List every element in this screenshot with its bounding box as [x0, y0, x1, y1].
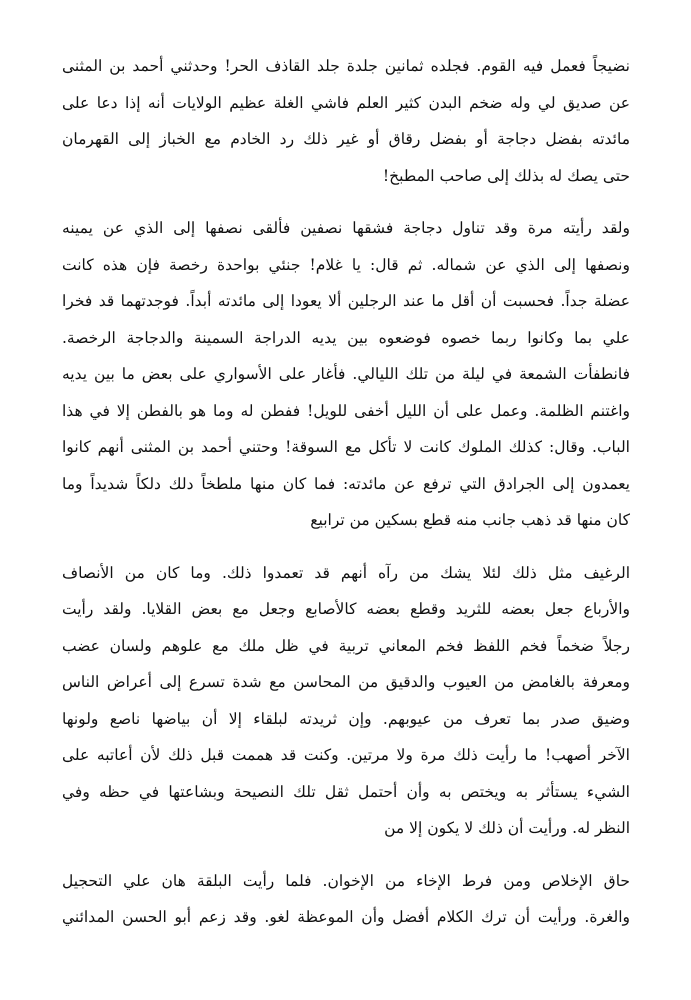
text-line: الآخر أصهب! ما رأيت ذلك مرة ولا مرتين. وكنت قد هممت قبل ذلك لأن أعاتبه على	[62, 746, 630, 764]
text-line: علي بما وكانوا ربما خصوه فوضعوه بين يديه الدراجة السمينة والدجاجة الرخصة.	[62, 328, 630, 347]
text-line: مائدته بفضل دجاجة أو بفضل رقاق أو غير ذلك رد الخادم مع الخباز إلى القهرمان	[62, 130, 630, 148]
text-line: نضيجاً فعمل فيه القوم. فجلده ثمانين جلدة جلد القاذف الحر! وحدثني أحمد بن المثنى	[62, 57, 630, 75]
paragraph-3	[62, 555, 630, 847]
paragraph-4	[62, 863, 630, 936]
paragraph-2	[62, 210, 630, 539]
text-line: الباب. وقال: كذلك الملوك كانت لا تأكل مع السوقة! وحتني أحمد بن المثنى أنهم كانوا	[62, 438, 630, 456]
text-line: النظر له. ورأيت أن ذلك لا يكون إلا من	[384, 819, 630, 837]
text-line: عن صديق لي وله ضخم البدن كثير العلم فاشي الغلة عظيم الولايات أنه إذا دعا على	[62, 93, 630, 112]
text-line: رجلاً ضخماً فخم اللفظ فخم المعاني تربية في ظل ملك مع علوهم ولسان عضب	[62, 636, 630, 655]
text-line: حاق الإخلاص ومن فرط الإخاء من الإخوان. فلما رأيت البلقة هان علي التحجيل	[62, 871, 630, 890]
text-line: حتى يصك له بذلك إلى صاحب المطبخ!	[382, 166, 630, 185]
text-line: كان منها قد ذهب جانب منه قطع بسكين من ترابيع	[310, 511, 630, 529]
document-page	[62, 48, 630, 936]
text-line: والأرباع جعل بعضه للثريد وقطع بعضه كالأصابع وجعل مع بعض القلايا. ولقد رأيت	[62, 600, 630, 618]
text-line: عضلة جداً. فحسبت أن أقل ما عند الرجلين ألا يعودا إلى مائدته أبداً. فوجدتهما قد فخرا	[62, 292, 630, 310]
text-line: الرغيف مثل ذلك لئلا يشك من رآه أنهم قد تعمدوا ذلك. وما كان من الأنصاف	[62, 563, 630, 582]
text-line: الشيء يستأثر به ويختص به وأن أحتمل ثقل تلك النصيحة وبشاعتها في حظه وفي	[62, 782, 630, 801]
text-line: يعمدون إلى الجرادق التي ترفع عن مائدته: فما كان منها ملطخاً دلك دلكاً شديداً وما	[62, 474, 630, 493]
text-line: ونصفها إلى الذي عن شماله. ثم قال: يا غلام! جنئي بواحدة رخصة فإن هذه كانت	[62, 255, 630, 274]
text-line: ومعرفة بالغامض من العيوب والدقيق من المحاسن مع شدة تسرع إلى أعراض الناس	[62, 673, 630, 691]
text-line: فانطفأت الشمعة في ليلة من تلك الليالي. فأغار على الأسواري على بعض ما بين يديه	[62, 365, 630, 383]
text-line: وضيق صدر بما تعرف من عيوبهم. وإن ثريدته لبلقاء إلا أن بياضها ناصع ولونها	[62, 709, 630, 728]
text-line: والغرة. ورأيت أن ترك الكلام أفضل وأن الموعظة لغو. وقد زعم أبو الحسن المدائني	[62, 908, 630, 926]
text-line: ولقد رأيته مرة وقد تناول دجاجة فشقها نصفين فألقى نصفها إلى الذي عن يمينه	[62, 219, 630, 237]
text-line: واغتنم الظلمة. وعمل على أن الليل أخفى للويل! ففطن له وما هو بالفطن إلا في هذا	[62, 401, 630, 420]
paragraph-1	[62, 48, 630, 194]
